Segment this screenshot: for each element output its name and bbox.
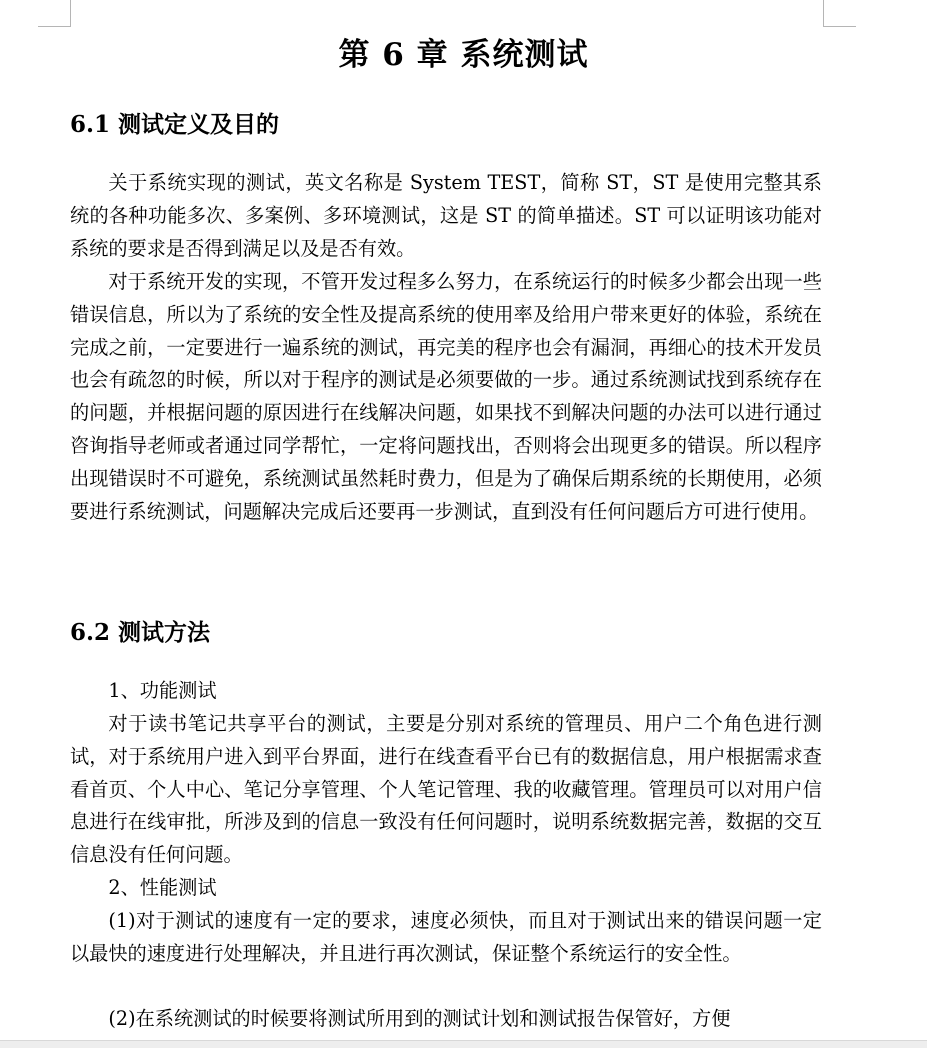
paragraph-st-definition: 关于系统实现的测试，英文名称是 System TEST，简称 ST，ST 是使用完整其系统的各种功能多次、多案例、多环境测试，这是 ST 的简单描述。ST 可以证明该功能对系统的要求是否得到满足以及是否有效。 [70, 171, 822, 260]
crop-mark-top-left [38, 0, 71, 27]
item-performance-test-title: 2、性能测试 [108, 876, 217, 899]
paragraph-performance-1: (1)对于测试的速度有一定的要求，速度必须快，而且对于测试出来的错误问题一定以最快的速度进行处理解决，并且进行再次测试，保证整个系统运行的安全性。 [70, 909, 822, 965]
section-heading-6-2: 6.2 测试方法 [70, 619, 211, 646]
section-heading-6-1: 6.1 测试定义及目的 [70, 111, 280, 138]
paragraph-performance-2: (2)在系统测试的时候要将测试所用到的测试计划和测试报告保管好，方便 [108, 1007, 731, 1030]
crop-mark-top-right [823, 0, 856, 27]
paragraph-functional-test: 对于读书笔记共享平台的测试，主要是分别对系统的管理员、用户二个角色进行测试，对于系统用户进入到平台界面，进行在线查看平台已有的数据信息，用户根据需求查看首页、个人中心、笔记分享管理、个人笔记管理、我的收藏管理。管理员可以对用户信息进行在线审批，所涉及到的信息一致没有任何问题时，说明系统数据完善，数据的交互信息没有任何问题。 [70, 712, 822, 867]
paragraph-test-purpose: 对于系统开发的实现，不管开发过程多么努力，在系统运行的时候多少都会出现一些错误信息，所以为了系统的安全性及提高系统的使用率及给用户带来更好的体验，系统在完成之前，一定要进行一遍系统的测试，再完美的程序也会有漏洞，再细心的技术开发员也会有疏忽的时候，所以对于程序的测试是必须要做的一步。通过系统测试找到系统存在的问题，并根据问题的原因进行在线解决问题，如果找不到解决问题的办法可以进行通过咨询指导老师或者通过同学帮忙，一定将问题找出，否则将会出现更多的错误。所以程序出现错误时不可避免，系统测试虽然耗时费力，但是为了确保后期系统的长期使用，必须要进行系统测试，问题解决完成后还要再一步测试，直到没有任何问题后方可进行使用。 [70, 270, 822, 523]
chapter-title: 第 6 章 系统测试 [338, 37, 589, 73]
item-functional-test-title: 1、功能测试 [108, 679, 217, 702]
